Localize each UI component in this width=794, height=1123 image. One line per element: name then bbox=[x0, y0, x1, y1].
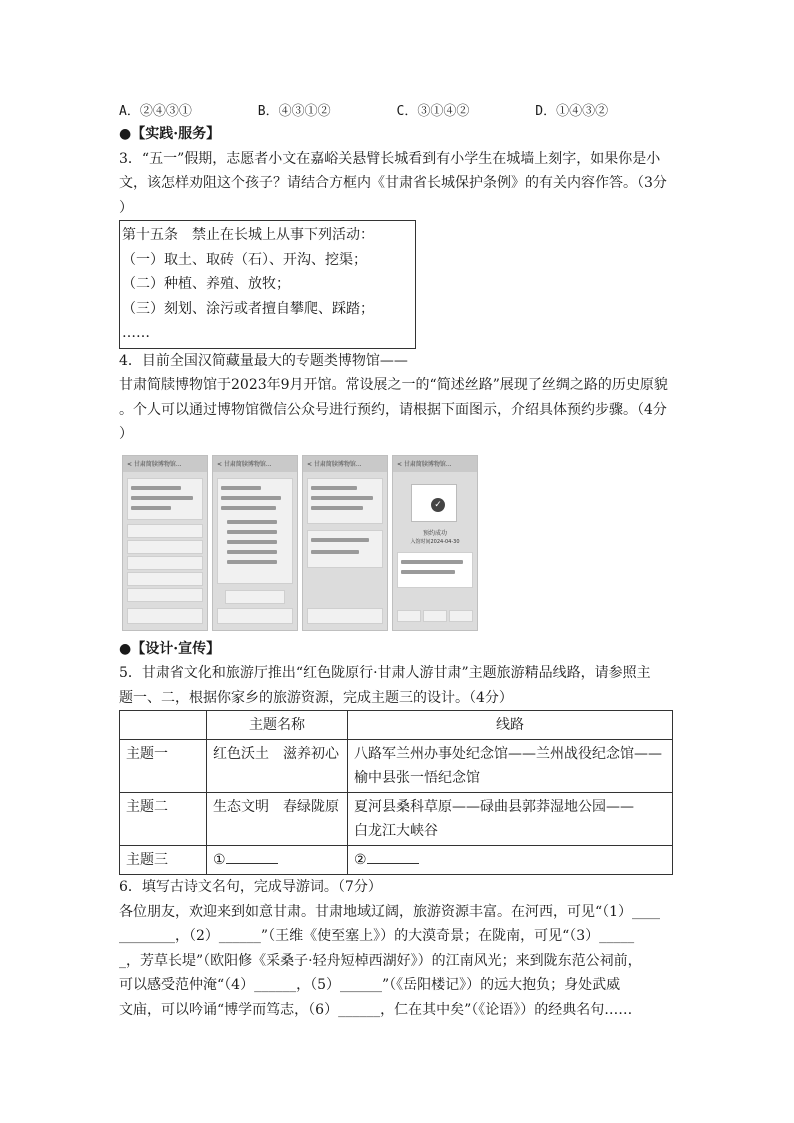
table-header-cell: 主题名称 bbox=[207, 711, 348, 740]
entry-time-text: 入馆时间2024-04-30 bbox=[410, 538, 460, 545]
regulation-box bbox=[119, 220, 416, 349]
q6-text-line: 各位朋友，欢迎来到如意甘肃。甘肃地域辽阔，旅游资源丰富。在河西，可见“（1）____ bbox=[119, 903, 661, 920]
phone-screenshot-visitor-info bbox=[212, 455, 298, 631]
theme-route: 夏河县桑科草原——碌曲县郭莽湿地公园—— 白龙江大峡谷 bbox=[348, 793, 673, 846]
option-a: A．②④③① bbox=[119, 103, 192, 119]
calendar-check-icon: ✓ bbox=[431, 498, 445, 512]
option-d: D．①④③② bbox=[535, 103, 609, 119]
screenshot-header: < 甘肃简牍博物馆... bbox=[303, 456, 387, 472]
q4-text-line: 4．目前全国汉简藏量最大的专题类博物馆—— bbox=[119, 352, 408, 369]
theme-label: 主题二 bbox=[120, 793, 207, 846]
table-row bbox=[120, 740, 673, 793]
q3-text-line: 文，该怎样劝阻这个孩子？请结合方框内《甘肃省长城保护条例》的有关内容作答。（3分 bbox=[119, 175, 667, 191]
q3-text-line: ） bbox=[119, 199, 133, 216]
option-c: C．③①④② bbox=[396, 103, 470, 119]
phone-screenshot-confirm bbox=[302, 455, 388, 631]
option-b: B．④③①② bbox=[257, 103, 331, 119]
theme-route-table bbox=[119, 710, 673, 875]
screenshot-header: < 甘肃简牍博物馆... bbox=[393, 456, 477, 472]
regulation-line: （一）取土、取砖（石）、开沟、挖渠； bbox=[122, 251, 367, 268]
regulation-line: （三）刻划、涂污或者擅自攀爬、踩踏； bbox=[122, 300, 374, 317]
q4-text-line: 甘肃简牍博物馆于2023年9月开馆。常设展之一的“简述丝路”展现了丝绸之路的历史原貌 bbox=[119, 377, 668, 393]
theme-name-blank[interactable]: ① bbox=[207, 846, 348, 875]
table-header-cell: 线路 bbox=[348, 711, 673, 740]
q5-text-line: 5．甘肃省文化和旅游厅推出“红色陇原行·甘肃人游甘肃”主题旅游精品线路，请参照主 bbox=[119, 665, 651, 681]
section-heading-design: ●【设计·宣传】 bbox=[119, 640, 221, 657]
theme-route-blank[interactable]: ② bbox=[348, 846, 673, 875]
table-row bbox=[120, 793, 673, 846]
regulation-line: （二）种植、养殖、放牧； bbox=[122, 276, 290, 292]
theme-name: 生态文明 春绿陇原 bbox=[207, 793, 348, 846]
screenshot-header: < 甘肃简牍博物馆... bbox=[213, 456, 297, 472]
q6-text-line: 6．填写古诗文名句，完成导游词。（7分） bbox=[119, 879, 382, 895]
q5-text-line: 题一、二，根据你家乡的旅游资源，完成主题三的设计。（4分） bbox=[119, 689, 513, 706]
exam-page bbox=[119, 96, 674, 1022]
booking-screenshots bbox=[122, 455, 674, 631]
regulation-line: 第十五条 禁止在长城上从事下列活动： bbox=[122, 227, 374, 243]
q6-text-line: 文庙，可以吟诵“博学而笃志，（6）______，仁在其中矣”（《论语》）的经典名句…… bbox=[119, 1001, 633, 1018]
theme-label: 主题一 bbox=[120, 740, 207, 793]
phone-screenshot-date-select bbox=[122, 455, 208, 631]
regulation-line: …… bbox=[122, 325, 150, 341]
answer-options bbox=[119, 96, 674, 122]
success-text: 预约成功 bbox=[422, 529, 447, 537]
theme-label: 主题三 bbox=[120, 846, 207, 875]
q6-text-line: ________，（2）______”（王维《使至塞上》）的大漠奇景；在陇南，可见“（3）_____ bbox=[119, 928, 635, 944]
phone-screenshot-success bbox=[392, 455, 478, 631]
q4-text-line: 。个人可以通过博物馆微信公众号进行预约，请根据下面图示，介绍具体预约步骤。（4分 bbox=[119, 401, 667, 418]
q6-text-line: 可以感受范仲淹“（4）______，（5）______”（《岳阳楼记》）的远大抱负；身处武威 bbox=[119, 977, 621, 993]
q4-text-line: ） bbox=[119, 426, 133, 442]
table-header-row bbox=[120, 711, 673, 740]
screenshot-header: < 甘肃简牍博物馆... bbox=[123, 456, 207, 472]
theme-name: 红色沃土 滋养初心 bbox=[207, 740, 348, 793]
q6-text-line: _，芳草长堤”（欧阳修《采桑子·轻舟短棹西湖好》）的江南风光；来到陇东范公祠前， bbox=[119, 952, 642, 969]
section-heading-practice: ●【实践·服务】 bbox=[119, 126, 221, 142]
theme-route: 八路军兰州办事处纪念馆——兰州战役纪念馆—— 榆中县张一悟纪念馆 bbox=[348, 740, 673, 793]
q3-text-line: 3．“五一”假期，志愿者小文在嘉峪关悬臂长城看到有小学生在城墙上刻字，如果你是小 bbox=[119, 150, 661, 167]
table-row bbox=[120, 846, 673, 875]
table-header-cell bbox=[120, 711, 207, 740]
